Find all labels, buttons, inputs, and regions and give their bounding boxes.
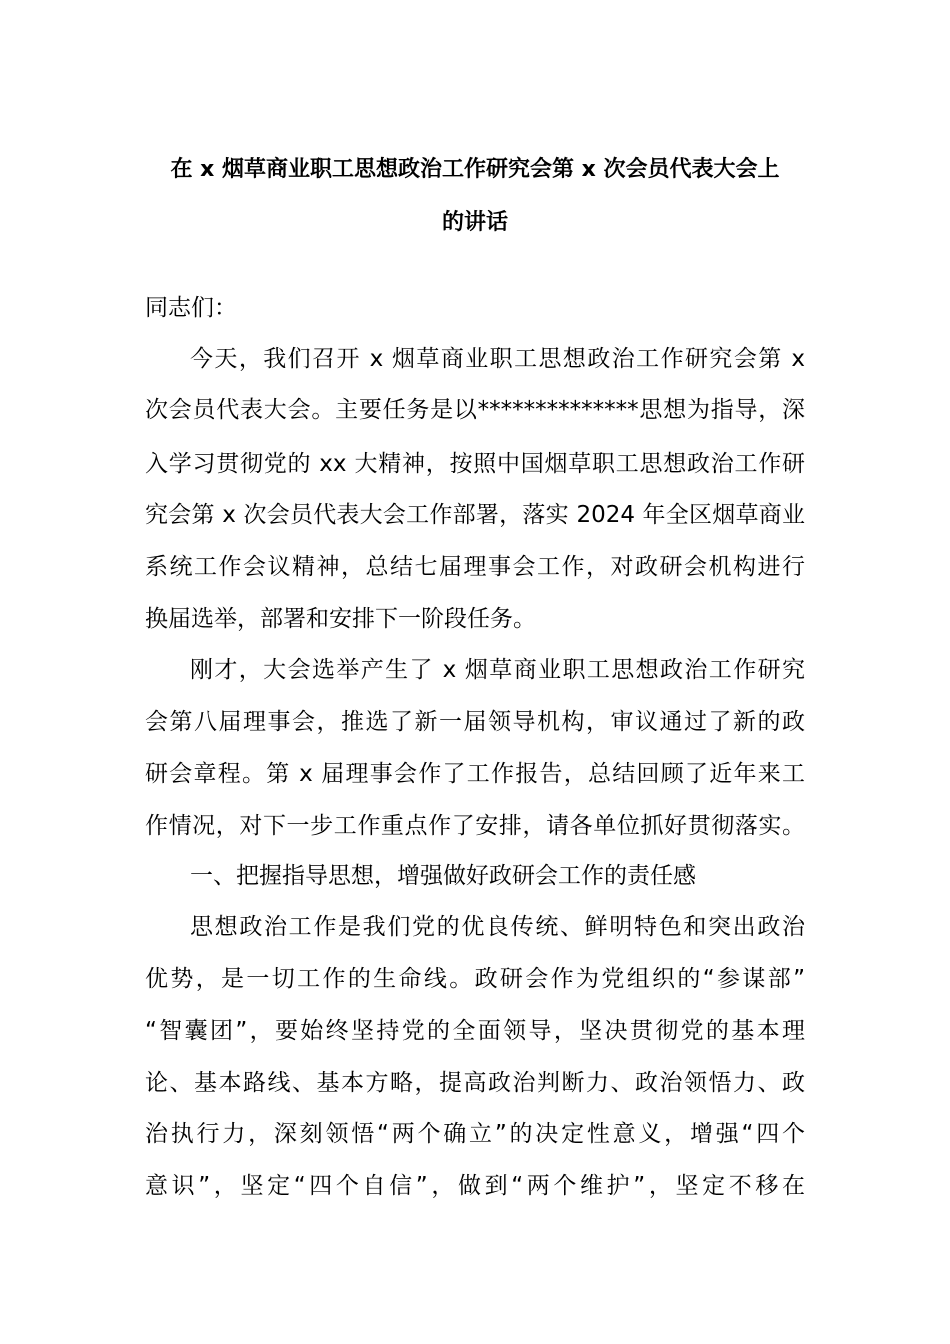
paragraph-line: 今天，我们召开 x 烟草商业职工思想政治工作研究会第 x (190, 346, 805, 372)
paragraph-line: 作情况，对下一步工作重点作了安排，请各单位抓好贯彻落实。 (145, 813, 805, 839)
paragraph-line: “智囊团”，要始终坚持党的全面领导，坚决贯彻党的基本理 (145, 1018, 805, 1044)
document-title-line-1: 在 x 烟草商业职工思想政治工作研究会第 x 次会员代表大会上 (170, 157, 780, 182)
paragraph-line: 系统工作会议精神，总结七届理事会工作，对政研会机构进行 (145, 554, 805, 580)
paragraph-line: 研会章程。第 x 届理事会作了工作报告，总结回顾了近年来工 (145, 761, 805, 787)
paragraph-line: 换届选举，部署和安排下一阶段任务。 (145, 606, 536, 632)
section-heading: 一、把握指导思想，增强做好政研会工作的责任感 (190, 863, 696, 889)
paragraph-line: 入学习贯彻党的 xx 大精神，按照中国烟草职工思想政治工作研 (145, 451, 805, 477)
paragraph-line: 意识”，坚定“四个自信”，做到“两个维护”，坚定不移在 (145, 1173, 805, 1199)
salutation: 同志们： (145, 295, 237, 321)
paragraph-line: 思想政治工作是我们党的优良传统、鲜明特色和突出政治 (190, 914, 805, 940)
paragraph-line: 刚才，大会选举产生了 x 烟草商业职工思想政治工作研究 (190, 657, 805, 683)
document-title-line-2: 的讲话 (441, 210, 508, 235)
paragraph-line: 论、基本路线、基本方略，提高政治判断力、政治领悟力、政 (145, 1070, 805, 1096)
paragraph-line: 优势，是一切工作的生命线。政研会作为党组织的“参谋部” (145, 966, 805, 992)
paragraph-line: 治执行力，深刻领悟“两个确立”的决定性意义，增强“四个 (145, 1121, 805, 1147)
paragraph-line: 次会员代表大会。主要任务是以**************思想为指导，深 (145, 397, 805, 423)
paragraph-line: 会第八届理事会，推选了新一届领导机构，审议通过了新的政 (145, 709, 805, 735)
paragraph-line: 究会第 x 次会员代表大会工作部署，落实 2024 年全区烟草商业 (145, 502, 805, 528)
